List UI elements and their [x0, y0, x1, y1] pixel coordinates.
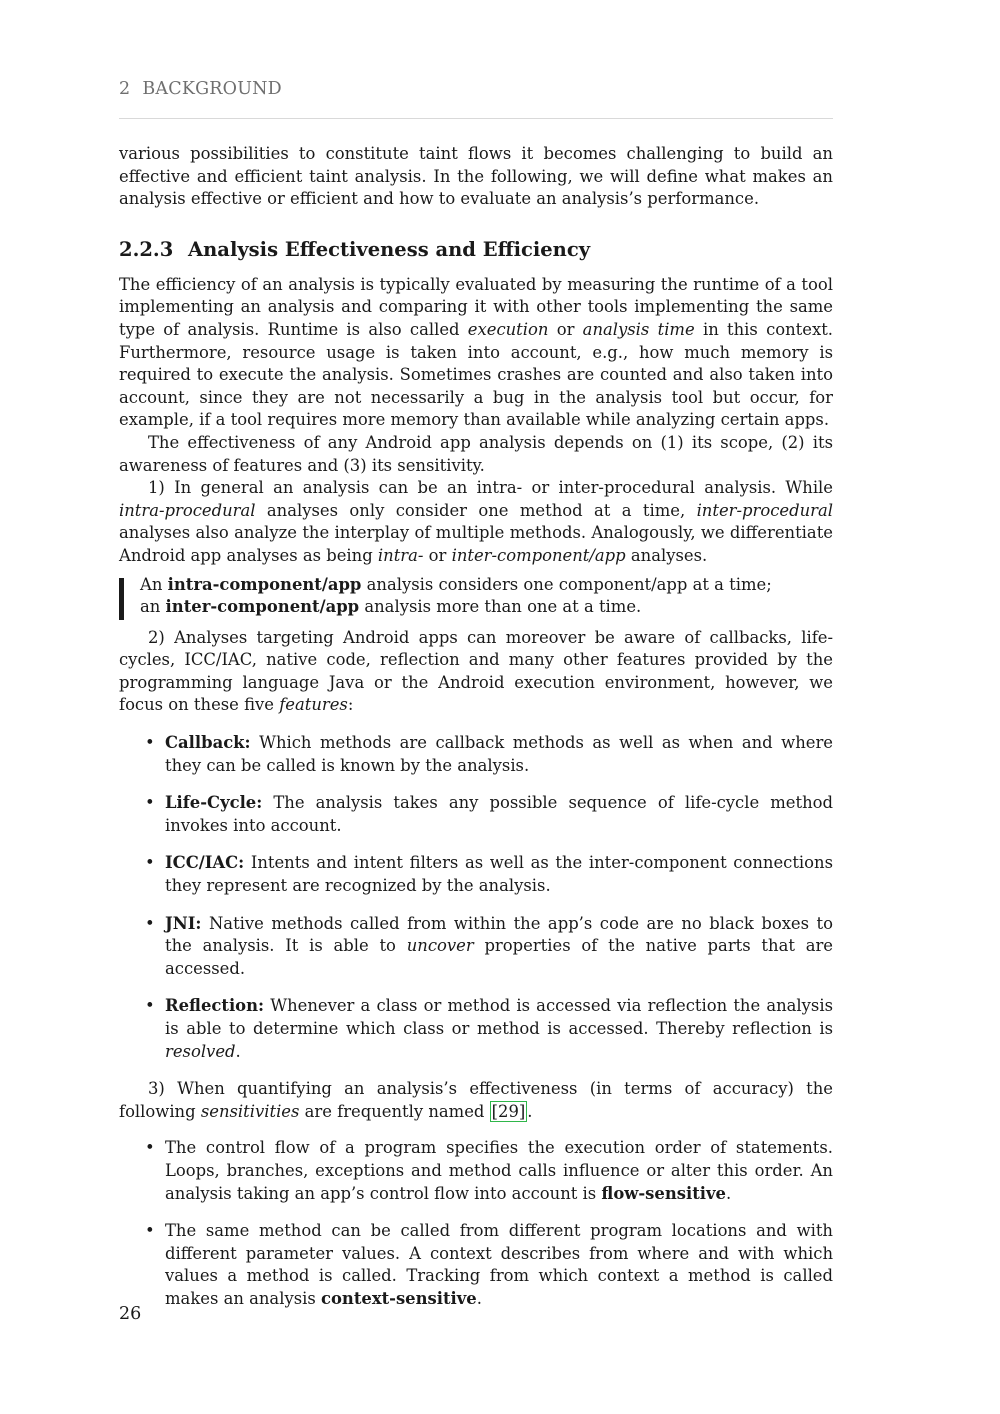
- list-item: • Callback: Which methods are callback methods as well as when and where they can be called is known by the analysis.: [145, 733, 833, 775]
- emphasis: inter-procedural: [696, 500, 833, 520]
- bold-term: flow-sensitive: [601, 1183, 726, 1203]
- text-run: The efficiency of an analysis is typically evaluated by measuring the runtime of a tool implementing an analysis and comparing it with other tools implementing the same type of analysis. Runtime is also called: [119, 274, 833, 339]
- features-paragraph: [119, 627, 833, 717]
- emphasis: uncover: [406, 936, 474, 956]
- bold-term: intra-component/app: [167, 574, 362, 594]
- list-item: • The same method can be called from different program locations and with different parameter values. A context describes from where and with which values a method is called. Tracking from which context a method is called makes an analysis context-sensitive.: [145, 1221, 833, 1308]
- bold-term: ICC/IAC:: [165, 853, 245, 873]
- bold-term: context-sensitive: [320, 1288, 477, 1308]
- header-rule: [119, 118, 833, 119]
- page: [119, 0, 833, 1414]
- text-run: in this context. Furthermore, resource usage is taken into account, e.g., how much memory is required to execute the analysis. Sometimes crashes are counted and also taken into account, since they are not necessarily a bug in the analysis tool but occur, for example, if a tool requires more memory than available while analyzing certain apps.: [119, 319, 834, 430]
- list-item: • JNI: Native methods called from within the app’s code are no black boxes to the analysis. It is able to uncover properties of the native parts that are accessed.: [145, 913, 834, 978]
- citation-link[interactable]: [29]: [491, 1101, 526, 1121]
- bullet: •: [145, 793, 155, 813]
- intro-paragraph: various possibilities to constitute taint flows it becomes challenging to build an effective and efficient taint analysis. In the following, we will define what makes an analysis effective or efficient and how to evaluate an analysis’s performance.: [119, 144, 833, 209]
- callout-line: An intra-component/app analysis considers one component/app at a time;: [140, 574, 772, 594]
- bold-term: Callback:: [165, 733, 251, 753]
- text-run: 3) When quantifying an analysis’s effectiveness (in terms of accuracy) the following: [119, 1079, 833, 1121]
- sensitivity-paragraph: [119, 1078, 833, 1123]
- body-text: [119, 143, 833, 1326]
- emphasis: execution: [467, 319, 549, 339]
- bullet: •: [145, 853, 155, 873]
- emphasis: features: [279, 695, 348, 715]
- features-list: [119, 732, 833, 1063]
- page-number: 26: [119, 1304, 142, 1324]
- chapter-number: 2: [119, 79, 131, 99]
- emphasis: resolved: [165, 1041, 236, 1061]
- emphasis: intra-: [377, 545, 424, 565]
- efficiency-paragraph: [119, 274, 833, 432]
- bold-term: Life-Cycle:: [165, 793, 263, 813]
- text-run: or: [548, 319, 583, 339]
- sensitivities-list: [119, 1137, 833, 1310]
- emphasis: intra-procedural: [119, 500, 256, 520]
- callout-bar: [119, 578, 124, 620]
- text-run: 2) Analyses targeting Android apps can moreover be aware of callbacks, life-cycles, ICC/IAC, native code, reflection and many other features provided by the programming language Java or the Android execution environment, however, we focus on these five: [119, 627, 833, 715]
- text-run: or: [423, 545, 452, 565]
- section-title: Analysis Effectiveness and Efficiency: [188, 237, 591, 261]
- section-number: 2.2.3: [119, 237, 174, 261]
- bold-term: Reflection:: [165, 996, 265, 1016]
- bullet: •: [145, 1221, 155, 1241]
- running-header: [119, 79, 833, 99]
- list-item: • Life-Cycle: The analysis takes any possible sequence of life-cycle method invokes into account.: [145, 793, 833, 835]
- text-run: 1) In general an analysis can be an intra- or inter-procedural analysis. While: [148, 478, 833, 498]
- text-run: analyses also analyze the interplay of multiple methods. Analogously, we differentiate Android app analyses as being: [119, 523, 833, 565]
- callout-line: an inter-component/app analysis more than one at a time.: [140, 597, 642, 617]
- list-item: • Reflection: Whenever a class or method is accessed via reflection the analysis is able to determine which class or method is accessed. Thereby reflection is resolved.: [145, 996, 833, 1061]
- text-run: analyses.: [625, 545, 708, 565]
- emphasis: analysis time: [582, 319, 695, 339]
- text-run: analyses only consider one method at a time,: [255, 500, 697, 520]
- bullet: •: [145, 733, 155, 753]
- text-run: .: [527, 1101, 533, 1121]
- emphasis: sensitivities: [200, 1101, 300, 1121]
- bullet: •: [145, 996, 155, 1016]
- scope-paragraph: [119, 477, 833, 567]
- bold-term: JNI:: [165, 913, 202, 933]
- bullet: •: [145, 913, 155, 933]
- definition-callout: [119, 574, 833, 619]
- bold-term: inter-component/app: [165, 597, 360, 617]
- chapter-title: BACKGROUND: [142, 79, 282, 99]
- text-run: are frequently named: [299, 1101, 490, 1121]
- list-item: • ICC/IAC: Intents and intent filters as well as the inter-component connections they represent are recognized by the analysis.: [145, 853, 833, 896]
- text-run: :: [347, 695, 354, 715]
- bullet: •: [145, 1138, 155, 1158]
- effectiveness-paragraph: The effectiveness of any Android app analysis depends on (1) its scope, (2) its awareness of features and (3) its sensitivity.: [119, 432, 833, 475]
- list-item: • The control flow of a program specifies the execution order of statements. Loops, branches, exceptions and method calls influence or alter this order. An analysis taking an app’s control flow into account is flow-sensitive.: [145, 1138, 833, 1203]
- section-heading: [119, 238, 833, 262]
- emphasis: inter-component/app: [451, 545, 626, 565]
